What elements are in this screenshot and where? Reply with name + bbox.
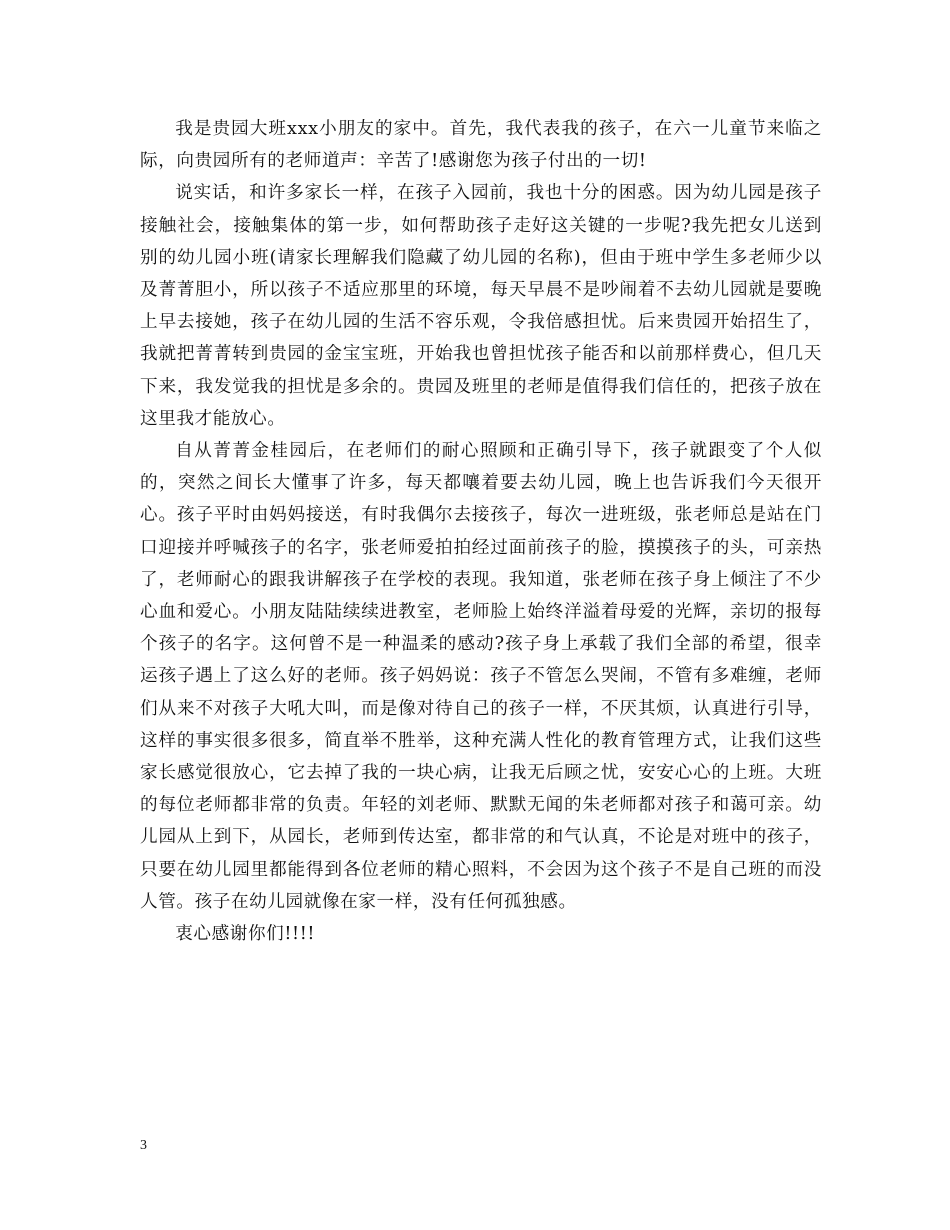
page-number: 3 <box>140 1138 147 1153</box>
paragraph-greeting: 我是贵园大班xxx小朋友的家中。首先，我代表我的孩子，在六一儿童节来临之际，向贵园所有的老师道声：辛苦了!感谢您为孩子付出的一切! <box>140 119 822 172</box>
paragraph-closing: 衷心感谢你们!!!! <box>175 924 316 945</box>
paragraph-background: 说实话，和许多家长一样，在孩子入园前，我也十分的困惑。因为幼儿园是孩子接触社会，接触集体的第一步，如何帮助孩子走好这关键的一步呢?我先把女儿送到别的幼儿园小班(请家长理解我们隐藏了幼儿园的名称)，但由于班中学生多老师少以及菁菁胆小，所以孩子不适应那里的环境，每天早晨不是吵闹着不去幼儿园就是要晚上早去接她，孩子在幼儿园的生活不容乐观，令我倍感担忧。后来贵园开始招生了，我就把菁菁转到贵园的金宝宝班，开始我也曾担忧孩子能否和以前那样费心，但几天下来，我发觉我的担忧是多余的。贵园及班里的老师是值得我们信任的，把孩子放在这里我才能放心。 <box>140 183 822 429</box>
paragraph-experience: 自从菁菁金桂园后，在老师们的耐心照顾和正确引导下，孩子就跟变了个人似的，突然之间长大懂事了许多，每天都嚷着要去幼儿园，晚上也告诉我们今天很开心。孩子平时由妈妈接送，有时我偶尔去接孩子，每次一进班级，张老师总是站在门口迎接并呼喊孩子的名字，张老师爱拍拍经过面前孩子的脸，摸摸孩子的头，可亲热了，老师耐心的跟我讲解孩子在学校的表现。我知道，张老师在孩子身上倾注了不少心血和爱心。小朋友陆陆续续进教室，老师脸上始终洋溢着母爱的光辉，亲切的报每个孩子的名字。这何曾不是一种温柔的感动?孩子身上承载了我们全部的希望，很幸运孩子遇上了这么好的老师。孩子妈妈说：孩子不管怎么哭闹，不管有多难缠，老师们从来不对孩子大吼大叫，而是像对待自己的孩子一样，不厌其烦，认真进行引导，这样的事实很多很多，简直举不胜举，这种充满人性化的教育管理方式，让我们这些家长感觉很放心，它去掉了我的一块心病，让我无后顾之忧，安安心心的上班。大班的每位老师都非常的负责。年轻的刘老师、默默无闻的朱老师都对孩子和蔼可亲。幼儿园从上到下，从园长，老师到传达室，都非常的和气认真，不论是对班中的孩子，只要在幼儿园里都能得到各位老师的精心照料，不会因为这个孩子不是自己班的而没人管。孩子在幼儿园就像在家一样，没有任何孤独感。 <box>140 441 822 912</box>
letter-body <box>140 113 822 950</box>
